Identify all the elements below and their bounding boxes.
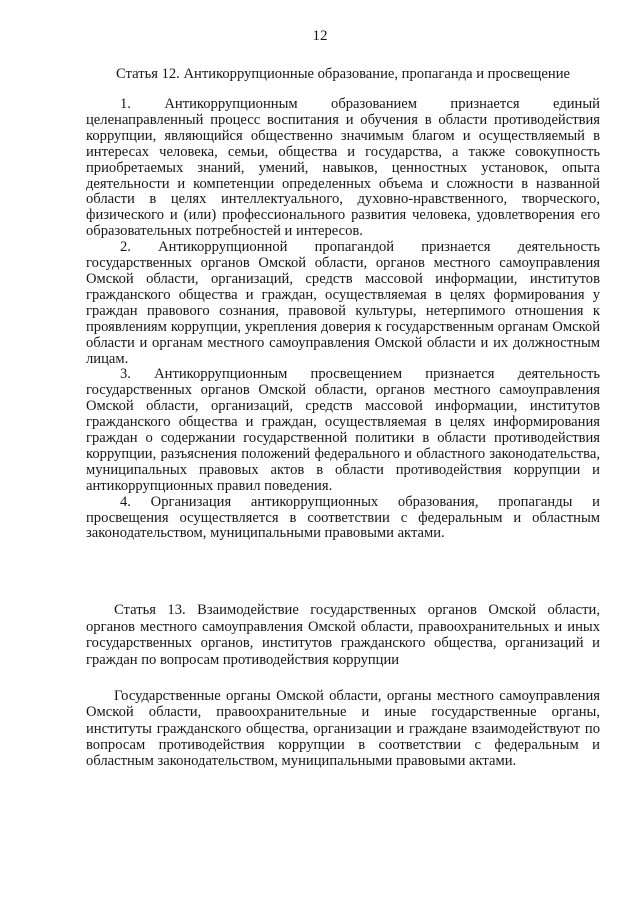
article-12-paragraph-3: 3. Антикоррупционным просвещением признается деятельность государственных органов Омской области, органов местного самоуправления Омской области, организаций, средств массовой информации, институтов гражданского общества и граждан, осуществляемая в целях информирования граждан о содержании государственной политики в области противодействия коррупции, разъяснения положений федерального и областного законодательства, муниципальных правовых актов в области противодействия коррупции и антикоррупционных правил поведения. [86, 366, 600, 494]
article-12-title: Статья 12. Антикоррупционные образование, пропаганда и просвещение [116, 66, 570, 82]
page-number: 12 [312, 28, 328, 44]
article-12-paragraph-2: 2. Антикоррупционной пропагандой признается деятельность государственных органов Омской области, органов местного самоуправления Омской области, организаций, средств массовой информации, институтов гражданского общества и граждан, осуществляемая в целях формирования у граждан правового сознания, правовой культуры, нетерпимого отношения к проявлениям коррупции, укрепления доверия к государственным органам Омской области и органам местного самоуправления Омской области и их должностным лицам. [86, 239, 600, 367]
article-13-body [86, 688, 600, 769]
article-12-paragraph-1: 1. Антикоррупционным образованием признается единый целенаправленный процесс воспитания и обучения в области противодействия коррупции, являющийся общественно значимым благом и осуществляемый в интересах человека, семьи, общества и государства, а также совокупность приобретаемых знаний, умений, навыков, ценностных установок, опыта деятельности и компетенции определенных объема и сложности в названной области в целях интеллектуального, духовно-нравственного, творческого, физического и (или) профессионального развития человека, удовлетворения его образовательных потребностей и интересов. [86, 96, 600, 240]
article-12-paragraph-4: 4. Организация антикоррупционных образования, пропаганды и просвещения осуществляется в соответствии с федеральным и областным законодательством, муниципальными правовыми актами. [86, 493, 600, 542]
article-12-body [86, 97, 600, 542]
article-13-paragraph: Государственные органы Омской области, органы местного самоуправления Омской области, правоохранительные и иные государственные органы, институты гражданского общества, организации и граждане взаимодействуют по вопросам противодействия коррупции в соответствии с федеральным и областным законодательством, муниципальными правовыми актами. [86, 688, 600, 770]
article-13-title: Статья 13. Взаимодействие государственных органов Омской области, органов местного самоуправления Омской области, правоохранительных и иных государственных органов, институтов гражданского общества, организаций и граждан по вопросам противодействия коррупции [86, 602, 600, 668]
